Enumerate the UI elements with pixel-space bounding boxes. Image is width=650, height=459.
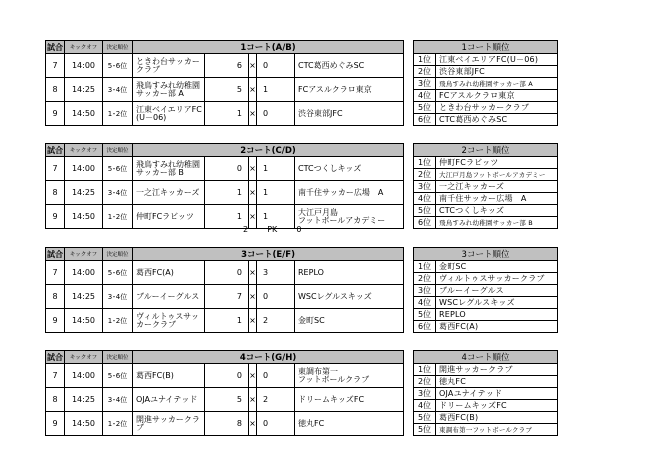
home-score: 1 — [205, 309, 249, 333]
ranking-place: 1位 — [414, 157, 436, 169]
home-team: 飛鳥すみれ幼稚園 サッカー部 B — [133, 157, 205, 181]
kickoff-time: 14:00 — [65, 157, 103, 181]
game-header: 試合 — [47, 352, 63, 362]
kickoff-time: 14:00 — [65, 54, 103, 78]
ranking-place: 4位 — [414, 400, 436, 412]
ranking-row — [414, 169, 558, 181]
ranking-place: 2位 — [414, 273, 436, 285]
court-1-match-table — [45, 40, 404, 126]
ranking-row — [414, 400, 558, 412]
ranking-title: 4コート順位 — [414, 351, 558, 364]
home-team: 葛西FC(A) — [133, 261, 205, 285]
match-number: 8 — [46, 285, 65, 309]
kickoff-time: 14:00 — [65, 261, 103, 285]
match-row — [46, 261, 404, 285]
ranking-team: 飛鳥すみれ幼稚園サッカー部 A — [436, 78, 558, 90]
ranking-team: 大江戸月島フットボールアカデミー — [436, 169, 558, 181]
decision-header: 決定順位 — [103, 351, 133, 364]
home-team: ヴィルトゥスサッカークラブ — [133, 309, 205, 333]
away-team: FCアスルクラロ東京 — [295, 78, 404, 102]
ranking-team: 開進サッカークラブ — [436, 364, 558, 376]
decision-rank: 5･6位 — [103, 261, 133, 285]
away-score: 0 — [257, 102, 295, 126]
versus-mark: × — [249, 285, 257, 309]
match-number: 7 — [46, 157, 65, 181]
home-team: 一之江キッカーズ — [133, 181, 205, 205]
away-score: 0 — [257, 285, 295, 309]
home-score: 1 — [205, 102, 249, 126]
away-score: 2 — [257, 388, 295, 412]
ranking-place: 5位 — [414, 309, 436, 321]
away-score: 0 — [257, 364, 295, 388]
match-row — [46, 102, 404, 126]
home-team: ブルーイーグルス — [133, 285, 205, 309]
home-score: 0 — [205, 157, 249, 181]
kickoff-time: 14:50 — [65, 412, 103, 436]
ranking-team: ヴィルトゥスサッカークラブ — [436, 273, 558, 285]
decision-rank: 3･4位 — [103, 181, 133, 205]
ranking-team: ブルーイーグルス — [436, 285, 558, 297]
away-team: 徳丸FC — [295, 412, 404, 436]
away-team: 大江戸月島 フットボールアカデミー — [295, 205, 404, 229]
away-score: 1 — [257, 181, 295, 205]
ranking-team: 仲町FCラビッツ — [436, 157, 558, 169]
game-header: 試合 — [47, 249, 63, 259]
away-team: 金町SC — [295, 309, 404, 333]
court-3-ranking-table — [413, 247, 558, 333]
decision-rank: 5･6位 — [103, 157, 133, 181]
ranking-place: 2位 — [414, 169, 436, 181]
ranking-title: 1コート順位 — [414, 41, 558, 54]
kickoff-time: 14:50 — [65, 102, 103, 126]
ranking-place: 1位 — [414, 54, 436, 66]
home-score: 6 — [205, 54, 249, 78]
ranking-row — [414, 376, 558, 388]
ranking-team: REPLO — [436, 309, 558, 321]
decision-header: 決定順位 — [103, 144, 133, 157]
ranking-row — [414, 388, 558, 400]
court-title: 4コート(G/H) — [133, 351, 404, 364]
match-row — [46, 285, 404, 309]
decision-header: 決定順位 — [103, 248, 133, 261]
ranking-team: 南千住サッカー広場 A — [436, 193, 558, 205]
court-4-match-table — [45, 350, 404, 436]
court-2-ranking-table — [413, 143, 558, 229]
ranking-team: OJAユナイテッド — [436, 388, 558, 400]
match-row — [46, 78, 404, 102]
kickoff-header: キックオフ — [65, 144, 103, 157]
ranking-row — [414, 424, 558, 436]
ranking-place: 2位 — [414, 66, 436, 78]
game-header: 試合 — [47, 42, 63, 52]
kickoff-time: 14:00 — [65, 364, 103, 388]
match-number: 8 — [46, 181, 65, 205]
kickoff-time: 14:25 — [65, 285, 103, 309]
decision-rank: 1･2位 — [103, 309, 133, 333]
ranking-place: 2位 — [414, 376, 436, 388]
home-score: 5 — [205, 388, 249, 412]
ranking-title: 2コート順位 — [414, 144, 558, 157]
ranking-team: 金町SC — [436, 261, 558, 273]
ranking-row — [414, 54, 558, 66]
home-score: 8 — [205, 412, 249, 436]
match-number: 7 — [46, 364, 65, 388]
home-score: 7 — [205, 285, 249, 309]
versus-mark: × — [249, 388, 257, 412]
ranking-row — [414, 217, 558, 229]
home-score: 1 — [205, 181, 249, 205]
versus-mark: × — [249, 364, 257, 388]
versus-mark: × — [249, 261, 257, 285]
kickoff-header: キックオフ — [65, 41, 103, 54]
ranking-row — [414, 273, 558, 285]
home-score: 1 — [205, 205, 249, 229]
away-team: 渋谷東部JFC — [295, 102, 404, 126]
ranking-row — [414, 412, 558, 424]
home-team: OJAユナイテッド — [133, 388, 205, 412]
away-team: 南千住サッカー広場 A — [295, 181, 404, 205]
ranking-row — [414, 90, 558, 102]
versus-mark: × — [249, 157, 257, 181]
home-score: 0 — [205, 364, 249, 388]
court-title: 3コート(E/F) — [133, 248, 404, 261]
ranking-place: 1位 — [414, 261, 436, 273]
kickoff-time: 14:25 — [65, 388, 103, 412]
away-score: 1 — [257, 157, 295, 181]
ranking-row — [414, 285, 558, 297]
ranking-team: WSCレグルスキッズ — [436, 297, 558, 309]
versus-mark: × — [249, 78, 257, 102]
away-team: CTC葛西めぐみSC — [295, 54, 404, 78]
away-team: 東調布第一 フットボールクラブ — [295, 364, 404, 388]
ranking-team: 徳丸FC — [436, 376, 558, 388]
ranking-row — [414, 66, 558, 78]
pk-label: PK — [267, 225, 278, 234]
away-score: 2 — [257, 309, 295, 333]
away-score: 0 — [257, 54, 295, 78]
decision-header: 決定順位 — [103, 41, 133, 54]
ranking-place: 3位 — [414, 285, 436, 297]
match-number: 9 — [46, 412, 65, 436]
kickoff-time: 14:25 — [65, 181, 103, 205]
match-number: 8 — [46, 78, 65, 102]
kickoff-time: 14:50 — [65, 205, 103, 229]
ranking-place: 1位 — [414, 364, 436, 376]
match-number: 9 — [46, 309, 65, 333]
ranking-team: 東調布第一フットボールクラブ — [436, 424, 558, 436]
ranking-row — [414, 321, 558, 333]
versus-mark: × — [249, 54, 257, 78]
ranking-place: 5位 — [414, 102, 436, 114]
decision-rank: 1･2位 — [103, 205, 133, 229]
match-row — [46, 54, 404, 78]
away-team: ドリームキッズFC — [295, 388, 404, 412]
ranking-place: 3位 — [414, 388, 436, 400]
ranking-place: 6位 — [414, 217, 436, 229]
ranking-team: 葛西FC(A) — [436, 321, 558, 333]
ranking-place: 5位 — [414, 412, 436, 424]
court-4-ranking-table — [413, 350, 558, 436]
ranking-place: 3位 — [414, 78, 436, 90]
ranking-place: 4位 — [414, 297, 436, 309]
ranking-place: 6位 — [414, 321, 436, 333]
ranking-row — [414, 261, 558, 273]
away-score: 0 — [257, 412, 295, 436]
court-1-ranking-table — [413, 40, 558, 126]
pk-away-score: 0 — [296, 225, 302, 234]
home-score: 5 — [205, 78, 249, 102]
match-number: 7 — [46, 54, 65, 78]
court-title: 2コート(C/D) — [133, 144, 404, 157]
match-row — [46, 157, 404, 181]
ranking-team: 渋谷東部JFC — [436, 66, 558, 78]
ranking-row — [414, 78, 558, 90]
decision-rank: 5･6位 — [103, 54, 133, 78]
kickoff-time: 14:25 — [65, 78, 103, 102]
ranking-title: 3コート順位 — [414, 248, 558, 261]
match-number: 7 — [46, 261, 65, 285]
home-team: 仲町FCラビッツ — [133, 205, 205, 229]
match-row — [46, 364, 404, 388]
home-team: 江東ベイエリアFC (U－06) — [133, 102, 205, 126]
ranking-row — [414, 114, 558, 126]
ranking-place: 4位 — [414, 193, 436, 205]
match-number: 8 — [46, 388, 65, 412]
away-score: 1 — [257, 205, 295, 229]
decision-rank: 1･2位 — [103, 412, 133, 436]
ranking-row — [414, 297, 558, 309]
match-table-header — [46, 351, 404, 364]
court-2-match-table — [45, 143, 404, 229]
ranking-team: 飛鳥すみれ幼稚園サッカー部 B — [436, 217, 558, 229]
decision-rank: 3･4位 — [103, 285, 133, 309]
ranking-place: 6位 — [414, 114, 436, 126]
home-score: 0 — [205, 261, 249, 285]
ranking-place: 5位 — [414, 205, 436, 217]
ranking-row — [414, 205, 558, 217]
decision-rank: 1･2位 — [103, 102, 133, 126]
ranking-row — [414, 102, 558, 114]
match-row — [46, 412, 404, 436]
game-header: 試合 — [47, 145, 63, 155]
home-team: 飛鳥すみれ幼稚園 サッカー部 A — [133, 78, 205, 102]
away-score: 1 — [257, 78, 295, 102]
versus-mark: × — [249, 309, 257, 333]
ranking-team: FCアスルクラロ東京 — [436, 90, 558, 102]
ranking-team: CTC葛西めぐみSC — [436, 114, 558, 126]
kickoff-time: 14:50 — [65, 309, 103, 333]
versus-mark: × — [249, 205, 257, 229]
away-team: WSCレグルスキッズ — [295, 285, 404, 309]
ranking-row — [414, 309, 558, 321]
away-score: 3 — [257, 261, 295, 285]
home-team: 開進サッカークラブ — [133, 412, 205, 436]
match-row — [46, 309, 404, 333]
versus-mark: × — [249, 181, 257, 205]
away-team: CTCつくしキッズ — [295, 157, 404, 181]
home-team: 葛西FC(B) — [133, 364, 205, 388]
ranking-place: 4位 — [414, 90, 436, 102]
home-team: ときわ台サッカークラブ — [133, 54, 205, 78]
ranking-place: 3位 — [414, 181, 436, 193]
pk-home-score: 2 — [243, 225, 249, 234]
ranking-team: 葛西FC(B) — [436, 412, 558, 424]
decision-rank: 3･4位 — [103, 388, 133, 412]
kickoff-header: キックオフ — [65, 248, 103, 261]
ranking-team: ドリームキッズFC — [436, 400, 558, 412]
kickoff-header: キックオフ — [65, 351, 103, 364]
ranking-team: CTCつくしキッズ — [436, 205, 558, 217]
match-row — [46, 181, 404, 205]
ranking-place: 5位 — [414, 424, 436, 436]
decision-rank: 3･4位 — [103, 78, 133, 102]
court-title: 1コート(A/B) — [133, 41, 404, 54]
versus-mark: × — [249, 412, 257, 436]
match-row — [46, 388, 404, 412]
ranking-row — [414, 364, 558, 376]
match-row — [46, 205, 404, 229]
ranking-row — [414, 157, 558, 169]
match-table-header — [46, 248, 404, 261]
ranking-row — [414, 181, 558, 193]
ranking-team: 江東ベイエリアFC(U－06) — [436, 54, 558, 66]
ranking-row — [414, 193, 558, 205]
away-team: REPLO — [295, 261, 404, 285]
match-number: 9 — [46, 205, 65, 229]
decision-rank: 5･6位 — [103, 364, 133, 388]
ranking-team: 一之江キッカーズ — [436, 181, 558, 193]
versus-mark: × — [249, 102, 257, 126]
court-3-match-table — [45, 247, 404, 333]
pk-result — [243, 225, 301, 234]
ranking-team: ときわ台サッカークラブ — [436, 102, 558, 114]
match-table-header — [46, 41, 404, 54]
match-number: 9 — [46, 102, 65, 126]
match-table-header — [46, 144, 404, 157]
